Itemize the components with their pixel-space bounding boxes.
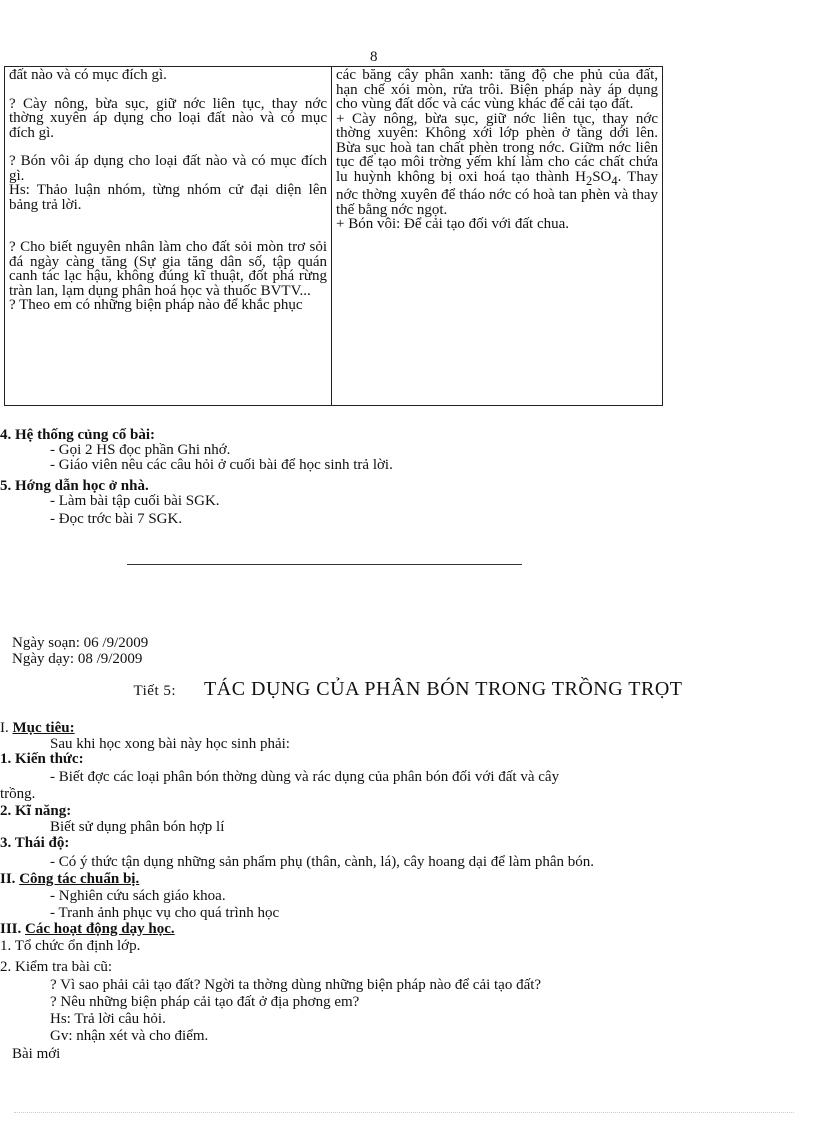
answers-cell xyxy=(332,67,663,406)
date-prepared: Ngày soạn: 06 /9/2009 xyxy=(12,635,149,651)
heading-number: I. xyxy=(0,720,13,736)
table-left-line: đất nào và có mục đích gì. xyxy=(9,67,167,83)
table-right-line: + Bón vôi: Để cải tạo đối với đất chua. xyxy=(336,216,570,232)
lesson-number: Tiết 5: xyxy=(133,683,177,699)
review-question: ? Nêu những biện pháp cải tạo đất ở địa phơng em? xyxy=(50,994,360,1010)
table-left-gap xyxy=(9,212,327,240)
student-response: Hs: Trả lời câu hỏi. xyxy=(50,1011,166,1027)
lesson-title xyxy=(0,678,816,700)
teacher-response: Gv: nhận xét và cho điểm. xyxy=(50,1028,209,1044)
section-4-item: - Giáo viên nêu các câu hỏi ở cuối bài để học sinh trả lời. xyxy=(50,457,393,473)
skills-heading: 2. Kĩ năng: xyxy=(0,803,72,819)
page-number: 8 xyxy=(370,49,378,65)
section-4-item: - Gọi 2 HS đọc phần Ghi nhớ. xyxy=(50,442,231,458)
teacher-questions-cell xyxy=(5,67,332,406)
page-footer-line xyxy=(14,1112,794,1113)
separator-line xyxy=(127,564,522,565)
formula-text: SO xyxy=(592,168,612,185)
heading-number: III. xyxy=(0,921,26,937)
heading-text: Mục tiêu: xyxy=(12,720,75,736)
lesson-title-text: TÁC DỤNG CỦA PHÂN BÓN TRONG TRỒNG TRỌT xyxy=(204,678,683,700)
knowledge-heading: 1. Kiến thức: xyxy=(0,751,84,767)
table-left-line: ? Cho biết nguyên nhân làm cho đất sỏi mòn trơ sỏi đá ngày càng tăng (Sự gia tăng dân số, tập quán canh tác lạc hậu, không đúng kĩ thuật, đốt phá rừng tràn lan, lạm dụng phân hoá học và thuốc BVTV... xyxy=(9,239,327,299)
heading-text: Các hoạt động dạy học. xyxy=(25,921,175,937)
skills-text: Biết sử dụng phân bón hợp lí xyxy=(50,819,225,835)
preparation-item: - Nghiên cứu sách giáo khoa. xyxy=(50,888,226,904)
table-right-line: các băng cây phân xanh: tăng độ che phủ của đất, hạn chế xói mòn, rửa trôi. Biện pháp này áp dụng cho vùng đất dốc và các vùng khác để cải tạo đất. xyxy=(336,67,658,112)
heading-text: Công tác chuẩn bị. xyxy=(19,871,140,887)
knowledge-text: - Biết đợc các loại phân bón thờng dùng và rác dụng của phân bón đối với đất và cây xyxy=(50,769,560,785)
section-5-heading: 5. Hớng dẫn học ở nhà. xyxy=(0,478,149,494)
objectives-heading xyxy=(0,721,75,736)
attitude-heading: 3. Thái độ: xyxy=(0,835,70,851)
answer-text: + Cày nông, bừa sục, giữ nớc liên tục, thay nớc thờng xuyên: Không xới lớp phèn ở tầng dới lên. Bừa sục hoà tan chất phèn trong nớc. Giữm nớc liên tục để tạo môi trờng yếm khí làm cho các chất chứa lu huỳnh không bị oxi hoá tạo thành H xyxy=(336,110,658,185)
section-4-heading: 4. Hệ thống củng cố bài: xyxy=(0,427,156,443)
heading-number: II. xyxy=(0,871,20,887)
attitude-text: - Có ý thức tận dụng những sản phẩm phụ (thân, cành, lá), cây hoang dại để làm phân bón. xyxy=(50,854,595,870)
review-question: ? Vì sao phải cải tạo đất? Ngời ta thờng dùng những biện pháp nào để cải tạo đất? xyxy=(50,977,542,993)
preparation-item: - Tranh ảnh phục vụ cho quá trình học xyxy=(50,905,280,921)
answer-text: . Thay nớc thờng xuyên để tháo nớc có hoà tan phèn và thay thế bằng nớc ngọt. xyxy=(336,168,658,218)
preparation-heading xyxy=(0,872,139,887)
activities-heading xyxy=(0,922,175,937)
subscript: 4 xyxy=(611,173,618,188)
knowledge-text-cont: trồng. xyxy=(0,786,36,802)
objectives-intro: Sau khi học xong bài này học sinh phải: xyxy=(50,736,290,752)
class-organization: 1. Tổ chức ổn định lớp. xyxy=(0,938,141,954)
table-left-gap xyxy=(9,83,327,97)
lesson-activity-table xyxy=(4,66,663,406)
table-left-line: ? Bón vôi áp dụng cho loại đất nào và có mục đích gì. xyxy=(9,153,327,184)
new-lesson-label: Bài mới xyxy=(12,1046,61,1062)
table-right-line xyxy=(336,112,658,218)
homework-check: 2. Kiểm tra bài cũ: xyxy=(0,959,113,975)
table-left-line: Hs: Thảo luận nhóm, từng nhóm cử đại diện lên bảng trả lời. xyxy=(9,182,327,213)
section-5-item: - Đọc trớc bài 7 SGK. xyxy=(50,511,183,527)
table-left-gap xyxy=(9,140,327,154)
table-left-line: ? Cày nông, bừa sục, giữ nớc liên tục, thay nớc thờng xuyên áp dụng cho loại đất nào và có mục đích gì. xyxy=(9,95,327,141)
table-left-line: ? Theo em có những biện pháp nào để khắc phục xyxy=(9,297,303,313)
date-taught: Ngày dạy: 08 /9/2009 xyxy=(12,651,143,667)
section-5-item: - Làm bài tập cuối bài SGK. xyxy=(50,493,220,509)
subscript: 2 xyxy=(585,173,593,188)
